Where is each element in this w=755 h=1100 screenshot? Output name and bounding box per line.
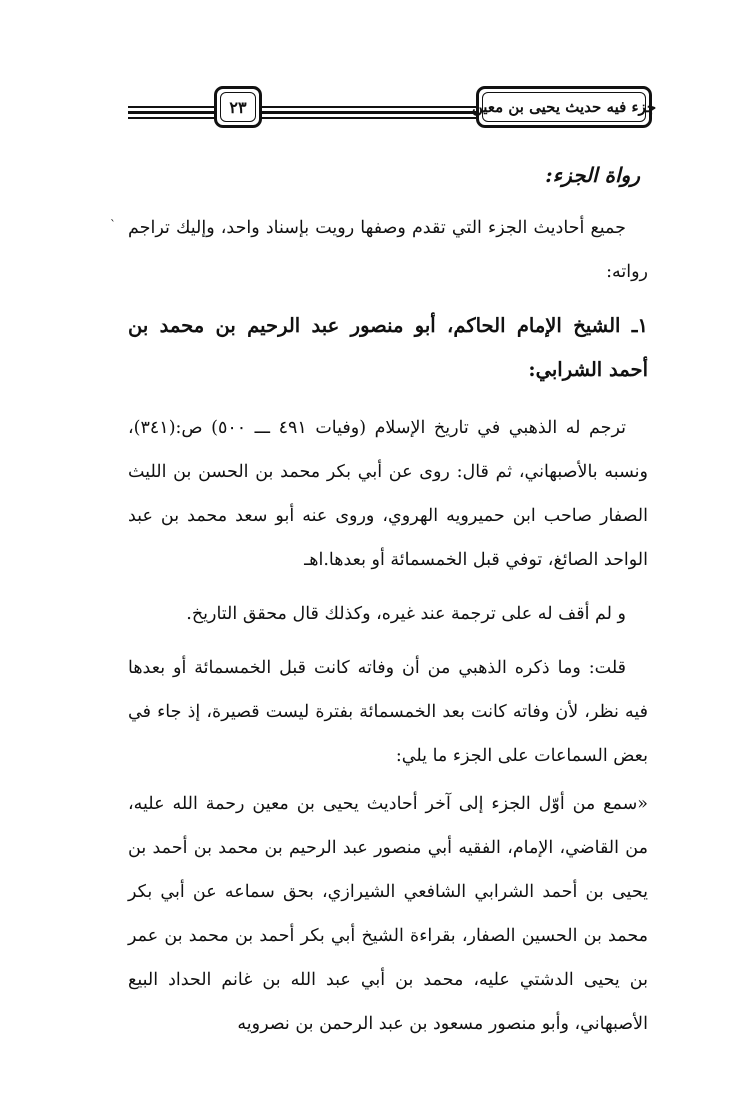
header-rule-bottom [128,117,478,119]
running-title-box [471,86,657,128]
intro-paragraph: جميع أحاديث الجزء التي تقدم وصفها رويت بإسناد واحد، وإليك تراجم رواته: [128,218,648,282]
page-number-box [214,86,262,128]
section-heading: رواة الجزء: [545,163,640,187]
audition-quote-paragraph: «سمع من أوّل الجزء إلى آخر أحاديث يحيى بن معين رحمة الله عليه، من القاضي، الإمام، الفقيه أبي منصور عبد الرحيم بن محمد بن أحمد بن يحيى بن أحمد الشرابي الشافعي الشيرازي، بحق سماعه عن أبي بكر محمد بن الحسين الصفار، بقراءة الشيخ أبي بكر أحمد بن محمد بن عمر بن يحيى الدشتي عليه، محمد بن أبي عبد الله بن غانم الحداد البيع الأصبهاني، وأبو منصور مسعود بن عبد الرحمن بن نصرويه [128,794,648,1034]
no-other-source-paragraph: و لم أقف له على ترجمة عند غيره، وكذلك قال محقق التاريخ. [186,604,626,624]
page-number: ٢٣ [229,97,247,117]
biography-paragraph: ترجم له الذهبي في تاريخ الإسلام (وفيات ٤٩١ ـــ ٥٠٠) ص:(٣٤١)، ونسبه بالأصبهاني، ثم قال: روى عن أبي بكر محمد بن الحسن بن الليث الصفار صاحب ابن حميرويه الهروي، وروى عنه أبو سعد محمد بن عبد الواحد الصائغ، توفي قبل الخمسمائة أو بعدها.اهـ [128,418,648,570]
running-title: جزء فيه حديث يحيى بن معين [471,98,657,116]
header-rule-middle [128,111,478,114]
comment-paragraph: قلت: وما ذكره الذهبي من أن وفاته كانت قبل الخمسمائة أو بعدها فيه نظر، لأن وفاته كانت بعد الخمسمائة بفترة ليست قصيرة، إذ جاء في بعض السماعات على الجزء ما يلي: [128,658,648,766]
margin-mark: ` [110,218,116,232]
header-rule-top [128,106,478,108]
page-body [128,158,648,1056]
narrator-heading: ١ـ الشيخ الإمام الحاكم، أبو منصور عبد الرحيم بن محمد بن أحمد الشرابي: [128,314,648,381]
